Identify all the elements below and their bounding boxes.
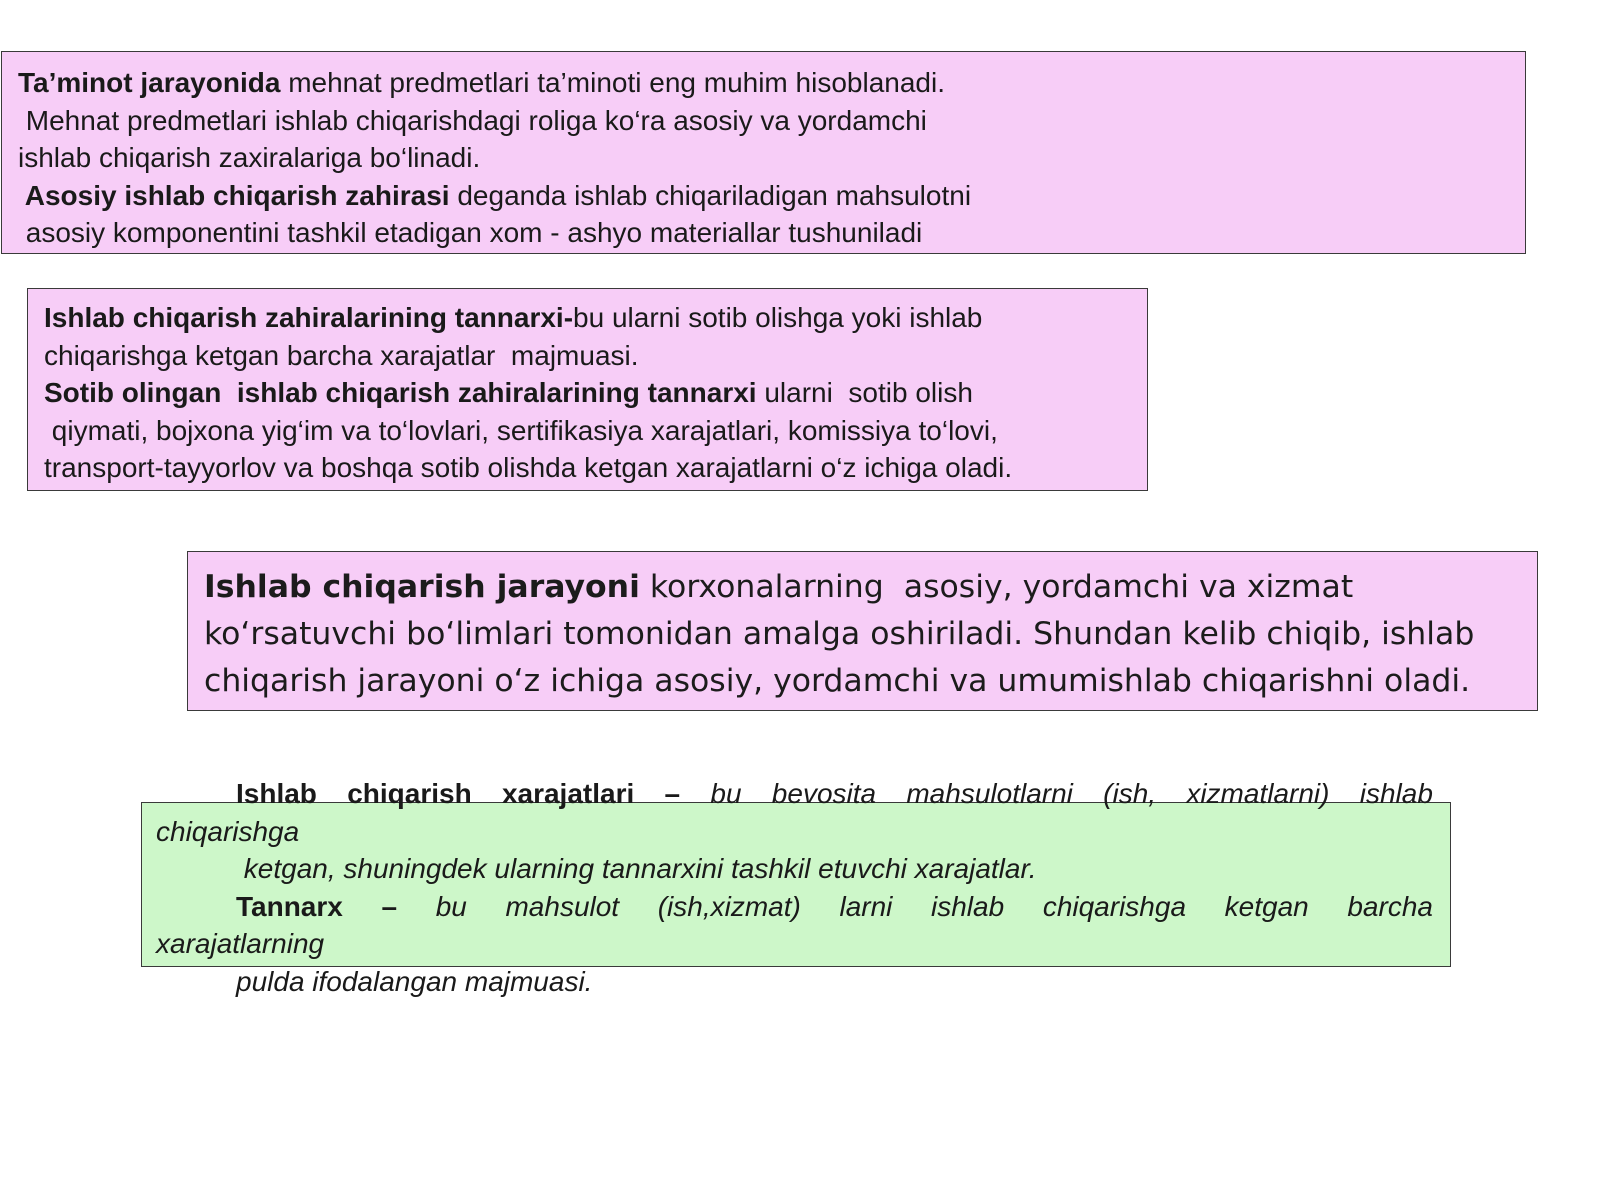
term-bold: Sotib olingan ishlab chiqarish zahiralarining tannarxi [44,377,757,408]
text-line: chiqarish jarayoni o‘z ichiga asosiy, yordamchi va umumishlab chiqarishni oladi. [204,663,1471,699]
text-line: qiymati, bojxona yig‘im va to‘lovlari, sertifikasiya xarajatlari, komissiya to‘lovi, [44,414,998,446]
text-line: Ishlab chiqarish zahiralarining tannarxi-bu ularni sotib olishga yoki ishlab [44,302,983,333]
definition-box-inventory-cost [27,288,1148,491]
text-line: Asosiy ishlab chiqarish zahirasi deganda ishlab chiqariladigan mahsulotni [18,179,972,211]
text-line: Tannarx – bu mahsulot (ish,xizmat) larni ishlab chiqarishga ketgan barcha [236,890,1433,922]
text-line: Mehnat predmetlari ishlab chiqarishdagi roliga ko‘ra asosiy va yordamchi [18,104,927,136]
text-line: Ishlab chiqarish xarajatlari – bu bevosita mahsulotlarni (ish, xizmatlarni) ishlab [236,778,1433,809]
text-line: asosiy komponentini tashkil etadigan xom - ashyo materiallar tushuniladi [18,217,923,248]
term-bold: Ta’minot jarayonida [18,67,281,98]
text-line: ishlab chiqarish zaxiralariga bo‘linadi. [18,142,481,173]
definition-box-supply [1,51,1526,254]
text-line: ketgan, shuningdek ularning tannarxini tashkil etuvchi xarajatlar. [236,853,1037,884]
text-line: chiqarishga [156,815,300,847]
text-line: xarajatlarning [156,928,325,959]
text-line: ko‘rsatuvchi bo‘limlari tomonidan amalga oshiriladi. Shundan kelib chiqib, ishlab [204,616,1475,652]
text-line: pulda ifodalangan majmuasi. [236,965,593,997]
text-line: Sotib olingan ishlab chiqarish zahiralarining tannarxi ularni sotib olish [44,377,973,408]
text-line: chiqarishga ketgan barcha xarajatlar majmuasi. [44,339,639,371]
text-line: Ishlab chiqarish jarayoni korxonalarning asosiy, yordamchi va xizmat [204,569,1354,605]
term-bold: Ishlab chiqarish zahiralarining tannarxi- [44,302,574,333]
text-line: Ta’minot jarayonida mehnat predmetlari ta’minoti eng muhim hisoblanadi. [18,67,945,98]
definition-box-production-process [187,551,1538,711]
production-costs-text [156,775,1433,1000]
term-bold: Ishlab chiqarish jarayoni [204,569,640,605]
term-bold: Asosiy ishlab chiqarish zahirasi [18,179,450,211]
text-line: transport-tayyorlov va boshqa sotib olishda ketgan xarajatlarni o‘z ichiga oladi. [44,452,1013,483]
